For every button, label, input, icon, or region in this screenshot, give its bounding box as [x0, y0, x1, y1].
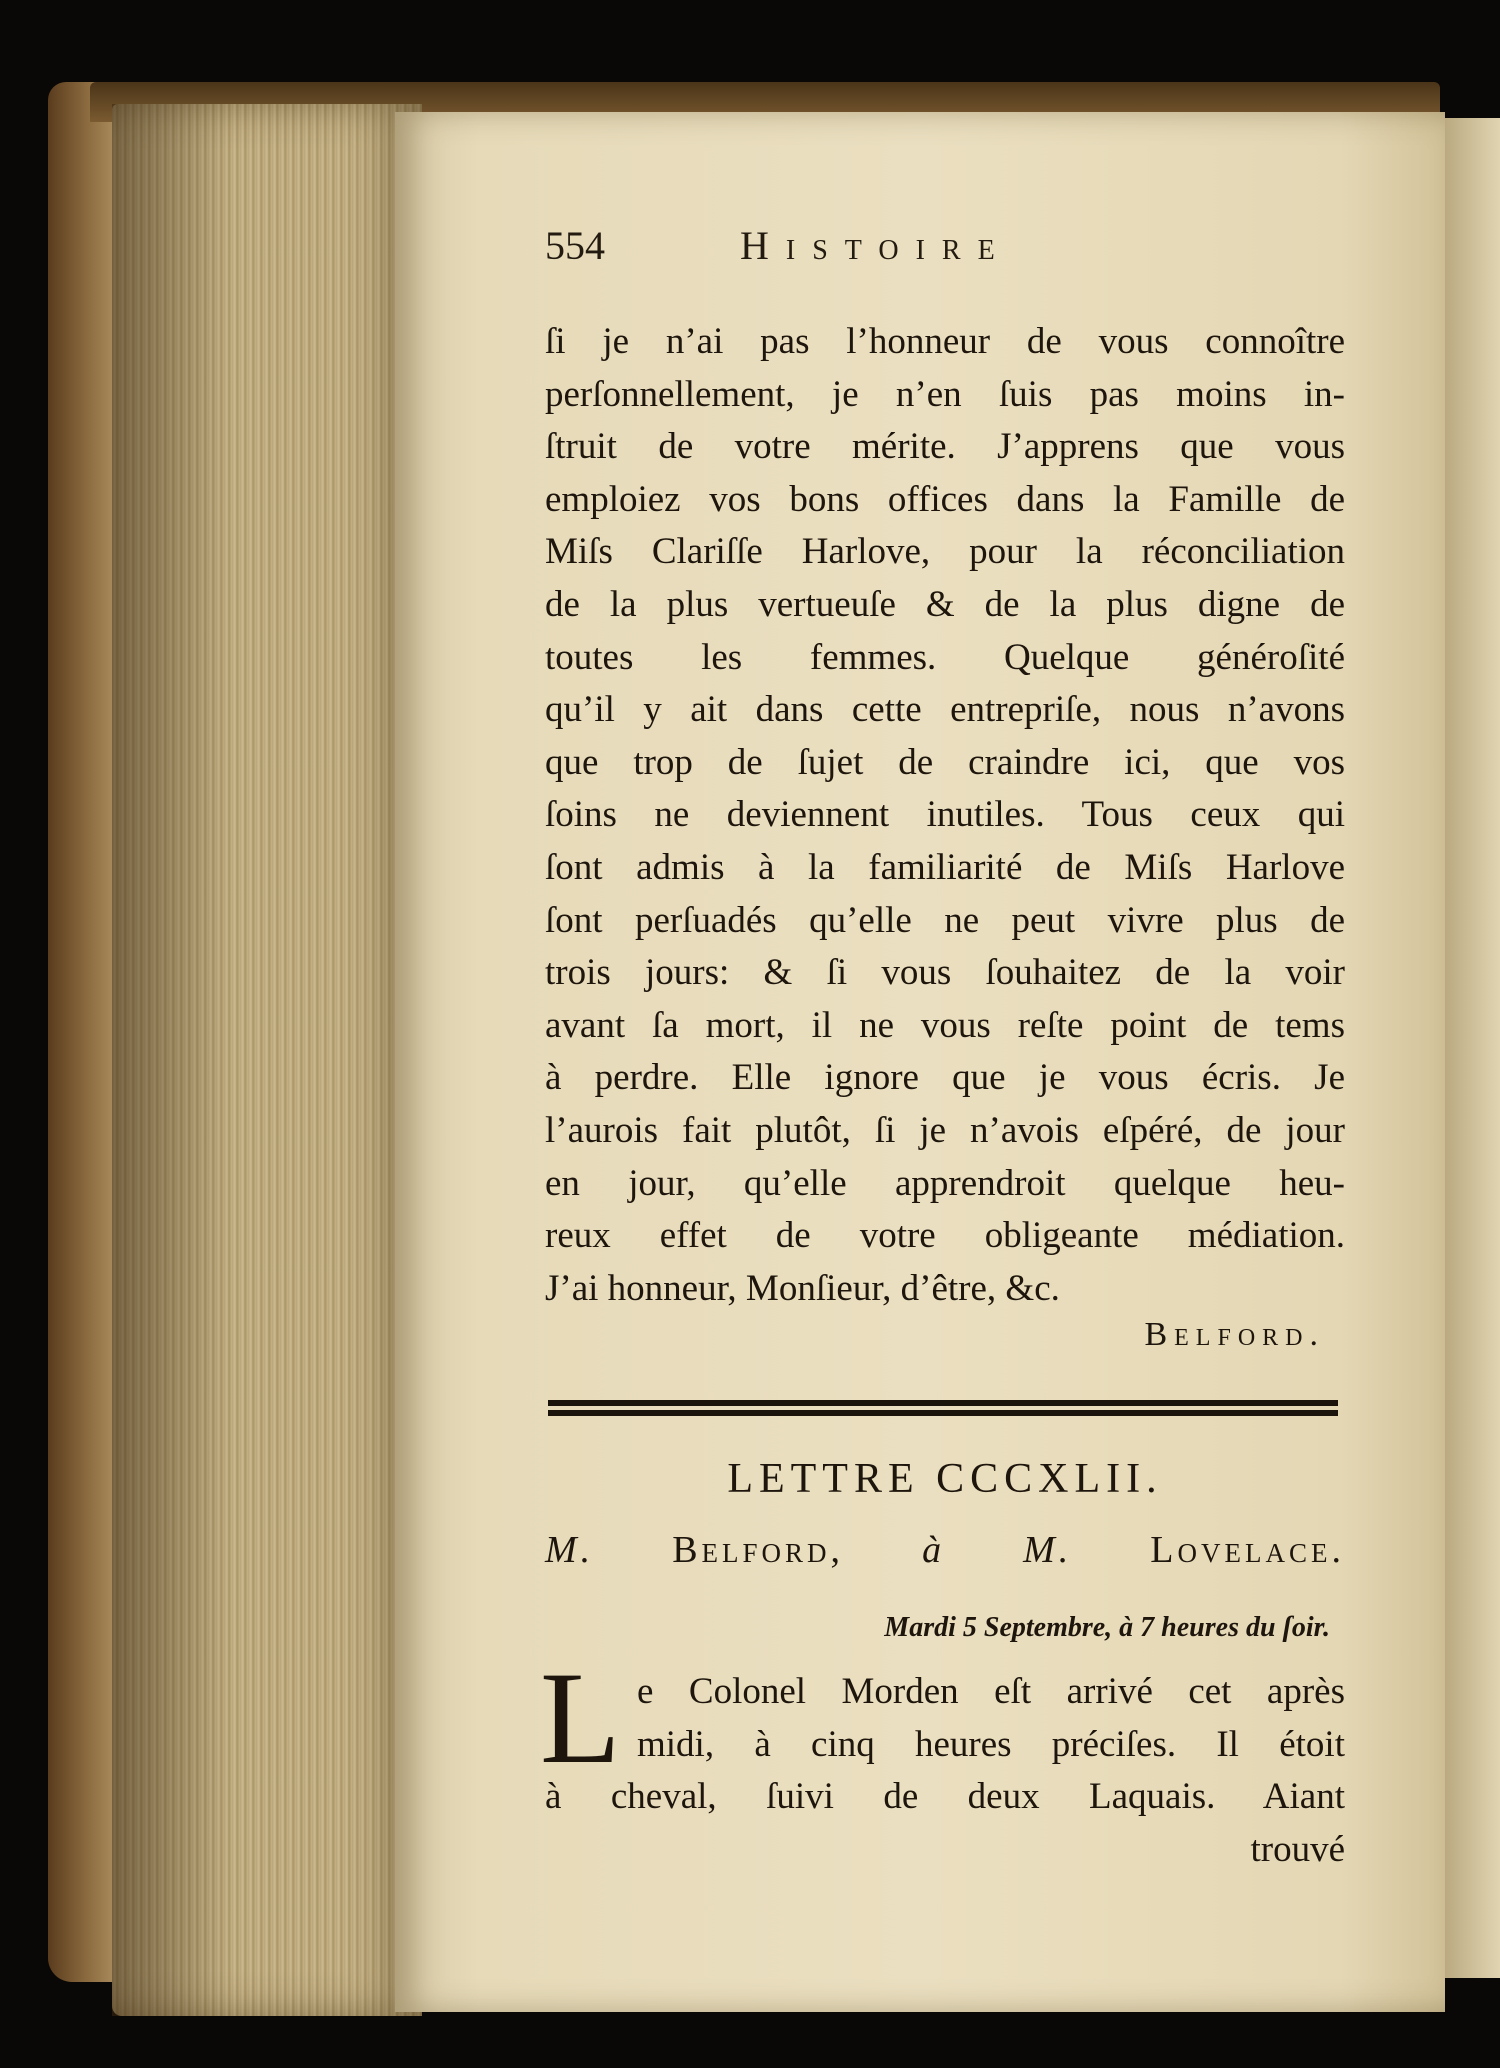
letter-addressee	[545, 1528, 1345, 1572]
text-line: à perdre. Elle ignore que je vous écris. Je	[545, 1057, 1345, 1099]
text-line: l’aurois fait plutôt, ſi je n’avois eſpéré, de jour	[545, 1109, 1345, 1151]
text-line: ſi je n’ai pas l’honneur de vous connoître	[545, 321, 1345, 362]
addressee-to-name: Lovelace.	[1150, 1529, 1345, 1571]
text-line: ſont admis à la familiarité de Miſs Harlove	[545, 846, 1345, 888]
text-line: e Colonel Morden eſt arrivé cet après	[637, 1671, 1345, 1712]
text-line: toutes les femmes. Quelque généroſité	[545, 636, 1345, 678]
addressee-from-prefix: M.	[545, 1529, 595, 1571]
addressee-connector: à	[922, 1529, 946, 1571]
text-line: emploiez vos bons offices dans la Famille de	[545, 478, 1345, 520]
text-line: Miſs Clariſſe Harlove, pour la réconciliation	[545, 531, 1345, 573]
running-title: Histoire	[740, 223, 1012, 268]
letter-body	[545, 316, 1345, 1315]
catchword: trouvé	[1250, 1828, 1345, 1870]
signature: Belford.	[1144, 1316, 1325, 1353]
text-line: que trop de ſujet de craindre ici, que vos	[545, 741, 1345, 783]
text-line: midi, à cinq heures préciſes. Il étoit	[637, 1723, 1345, 1765]
text-line: ſtruit de votre mérite. J’apprens que vous	[545, 426, 1345, 468]
page-number: 554	[545, 223, 605, 268]
text-line: à cheval, ſuivi de deux Laquais. Aiant	[545, 1776, 1345, 1818]
text-line: trois jours: & ſi vous ſouhaitez de la voir	[545, 952, 1345, 994]
text-line: ſoins ne deviennent inutiles. Tous ceux qui	[545, 794, 1345, 836]
letter-opening	[545, 1666, 1345, 1876]
section-divider	[548, 1400, 1338, 1418]
text-line-last: J’ai honneur, Monſieur, d’être, &c.	[545, 1267, 1060, 1309]
page-edges-shadow	[112, 104, 232, 2016]
text-line: en jour, qu’elle apprendroit quelque heu-	[545, 1162, 1345, 1204]
text-line: ſont perſuadés qu’elle ne peut vivre plus de	[545, 899, 1345, 941]
text-line: de la plus vertueuſe & de la plus digne de	[545, 583, 1345, 625]
drop-cap: L	[540, 1644, 621, 1791]
letter-date: Mardi 5 Septembre, à 7 heures du ſoir.	[884, 1612, 1330, 1643]
addressee-from-name: Belford,	[672, 1529, 845, 1571]
text-line: qu’il y ait dans cette entrepriſe, nous n’avons	[545, 689, 1345, 731]
divider-rule-thick	[548, 1400, 1338, 1406]
text-line: perſonnellement, je n’en ſuis pas moins in-	[545, 373, 1345, 415]
facing-page-edge	[1440, 118, 1500, 1978]
letter-heading: LETTRE CCCXLII.	[727, 1456, 1163, 1502]
running-head	[545, 222, 1345, 282]
addressee-to-prefix: M.	[1023, 1529, 1073, 1571]
text-line: avant ſa mort, il ne vous reſte point de tems	[545, 1004, 1345, 1046]
divider-rule-thin	[548, 1410, 1338, 1416]
text-line: reux effet de votre obligeante médiation.	[545, 1215, 1345, 1257]
